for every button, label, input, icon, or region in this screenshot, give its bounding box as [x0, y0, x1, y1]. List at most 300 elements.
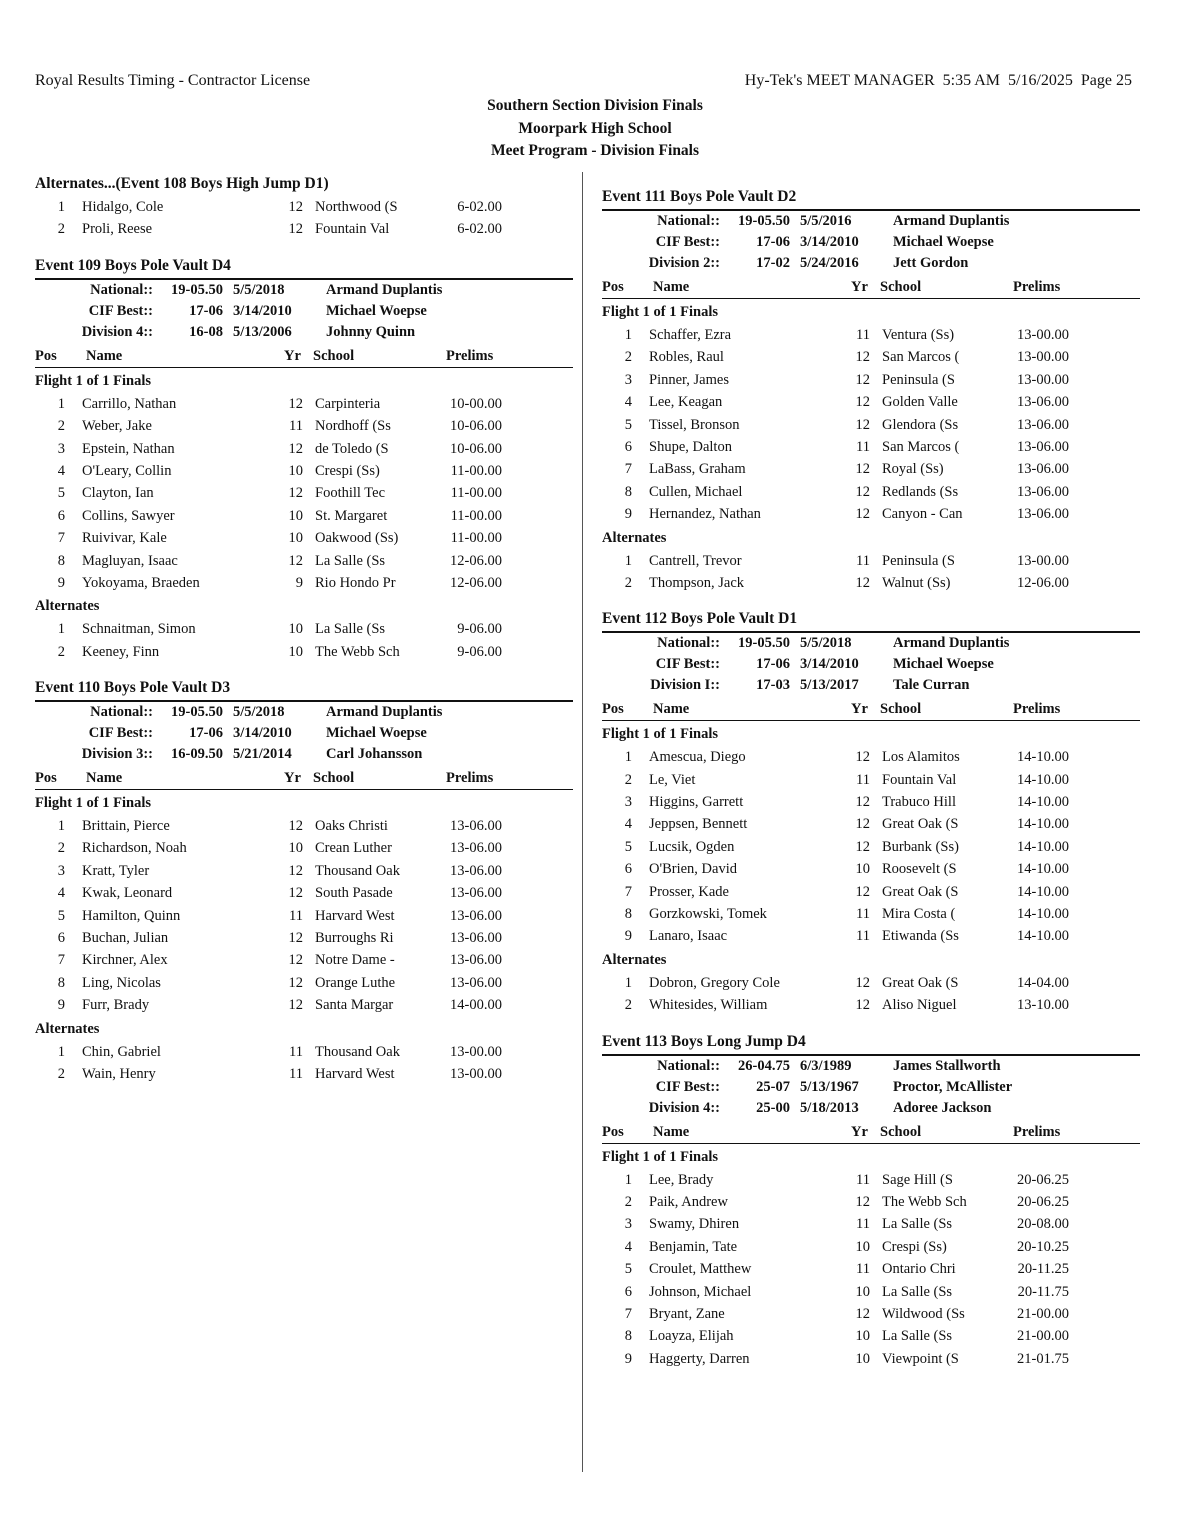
col-prelims-header: Prelims: [1013, 701, 1061, 718]
entry-pos: 6: [624, 1283, 632, 1300]
entry-row: [35, 438, 573, 460]
record-mark: 17-03: [756, 677, 790, 694]
entry-school: Harvard West: [315, 1065, 395, 1082]
entry-yr: 11: [289, 907, 303, 924]
entry-yr: 12: [855, 1305, 870, 1322]
entry-school: Canyon - Can: [882, 506, 963, 523]
record-date: 5/5/2018: [233, 704, 285, 721]
entry-prelims: 20-06.25: [1017, 1171, 1069, 1188]
entry-yr: 11: [856, 552, 870, 569]
entry-yr: 12: [288, 485, 303, 502]
record-mark: 19-05.50: [738, 213, 790, 229]
record-row: [602, 253, 1140, 274]
entry-row: [602, 369, 1140, 391]
entry-school: Great Oak (S: [882, 883, 959, 900]
entry-yr: 10: [855, 1283, 870, 1300]
entry-name: Keeney, Finn: [82, 643, 160, 660]
record-holder: Johnny Quinn: [326, 323, 416, 340]
entry-yr: 12: [855, 394, 870, 411]
entry-name: Brittain, Pierce: [82, 818, 170, 835]
entry-prelims: 13-06.00: [450, 840, 502, 857]
record-mark: 19-05.50: [738, 635, 790, 652]
record-date: 5/24/2016: [800, 255, 859, 271]
entry-name: Tissel, Bronson: [649, 416, 740, 433]
entry-prelims: 10-06.00: [450, 440, 502, 457]
entry-yr: 12: [855, 794, 870, 811]
entry-school: St. Margaret: [315, 507, 388, 524]
entry-row: [602, 858, 1140, 880]
record-row: [602, 1056, 1140, 1077]
entry-school: La Salle (Ss: [315, 552, 386, 569]
entry-row: [602, 769, 1140, 791]
entry-name: Schnaitman, Simon: [82, 621, 196, 638]
entry-row: [602, 972, 1140, 994]
record-holder: Adoree Jackson: [893, 1099, 992, 1116]
record-holder: Michael Woepse: [326, 302, 427, 319]
entry-prelims: 20-06.25: [1017, 1193, 1069, 1210]
entry-name: Haggerty, Darren: [649, 1350, 750, 1367]
entry-prelims: 13-06.00: [450, 974, 502, 991]
entry-school: La Salle (Ss: [882, 1216, 953, 1233]
entry-school: Los Alamitos: [882, 749, 960, 766]
entry-yr: 10: [288, 462, 303, 479]
col-yr-header: Yr: [284, 347, 301, 364]
entry-school: Mira Costa (: [882, 906, 956, 923]
entry-name: Loayza, Elijah: [649, 1328, 734, 1345]
entry-name: Kirchner, Alex: [82, 952, 168, 969]
entry-yr: 12: [855, 461, 870, 478]
entry-yr: 12: [855, 1193, 870, 1210]
entry-prelims: 14-10.00: [1017, 749, 1069, 766]
record-holder: Armand Duplantis: [326, 704, 443, 721]
event-section: [602, 185, 1140, 594]
entry-yr: 12: [855, 997, 870, 1014]
record-date: 5/21/2014: [233, 746, 292, 763]
entry-yr: 12: [288, 440, 303, 457]
entry-school: San Marcos (: [882, 349, 960, 366]
entry-prelims: 21-01.75: [1017, 1350, 1069, 1367]
entry-school: Walnut (Ss): [882, 574, 951, 591]
entry-row: [35, 905, 573, 927]
entry-yr: 12: [855, 574, 870, 591]
entry-prelims: 14-10.00: [1017, 838, 1069, 855]
record-mark: 25-07: [756, 1078, 790, 1095]
entry-yr: 11: [856, 906, 870, 923]
record-list: [602, 1056, 1140, 1119]
entry-prelims: 13-06.00: [1017, 416, 1069, 433]
record-mark: 17-06: [189, 725, 223, 742]
entry-school: Orange Luthe: [315, 974, 396, 991]
col-school-header: School: [880, 1123, 922, 1140]
entry-row: [602, 414, 1140, 436]
entry-pos: 1: [57, 199, 65, 215]
entry-name: Prosser, Kade: [649, 883, 729, 900]
entry-prelims: 13-00.00: [1017, 371, 1069, 388]
entry-school: Oaks Christi: [315, 818, 388, 835]
record-mark: 16-08: [189, 323, 223, 340]
entry-yr: 11: [856, 438, 870, 455]
entry-name: Benjamin, Tate: [649, 1238, 738, 1255]
entry-prelims: 20-08.00: [1017, 1216, 1069, 1233]
entry-school: Wildwood (Ss: [882, 1305, 965, 1322]
entry-row: [602, 1213, 1140, 1235]
entry-row: [35, 860, 573, 882]
entry-prelims: 9-06.00: [457, 621, 502, 638]
event-title: Alternates...(Event 108 Boys High Jump D1): [35, 175, 329, 192]
entry-pos: 3: [624, 794, 632, 811]
left-column: [35, 172, 573, 1085]
entry-pos: 1: [57, 395, 65, 412]
entry-school: Royal (Ss): [882, 461, 944, 478]
entry-school: Peninsula (S: [882, 552, 955, 569]
entry-pos: 7: [624, 1305, 632, 1322]
entry-pos: 5: [57, 485, 65, 502]
col-yr-header: Yr: [851, 701, 868, 718]
record-holder: Proctor, McAllister: [893, 1078, 1013, 1095]
record-label: National::: [657, 635, 720, 652]
entry-pos: 8: [624, 906, 632, 923]
entry-pos: 4: [624, 1238, 632, 1255]
entry-school: Great Oak (S: [882, 816, 959, 833]
entry-pos: 2: [57, 643, 65, 660]
entry-name: Johnson, Michael: [649, 1283, 752, 1300]
entry-name: Le, Viet: [649, 771, 696, 788]
entry-row: [35, 460, 573, 482]
entry-prelims: 14-10.00: [1017, 883, 1069, 900]
entry-name: Schaffer, Ezra: [649, 327, 732, 343]
entry-school: Rio Hondo Pr: [315, 574, 396, 591]
entry-pos: 9: [624, 506, 632, 523]
entry-yr: 12: [288, 974, 303, 991]
entry-school: Peninsula (S: [882, 371, 955, 388]
col-pos-header: Pos: [602, 1123, 624, 1140]
event-title: Event 113 Boys Long Jump D4: [602, 1030, 1140, 1056]
entry-row: [602, 1258, 1140, 1280]
entry-school: La Salle (Ss: [882, 1283, 953, 1300]
entry-school: Crespi (Ss): [882, 1238, 947, 1255]
entry-row: [602, 572, 1140, 594]
entry-row: [602, 746, 1140, 768]
column-header: [602, 698, 1140, 721]
entry-yr: 12: [288, 221, 303, 238]
record-label: CIF Best::: [655, 656, 720, 673]
alternates-label: Alternates: [35, 598, 100, 615]
entry-yr: 10: [855, 861, 870, 878]
record-mark: 17-02: [756, 255, 790, 271]
entry-row: [602, 1236, 1140, 1258]
entry-pos: 2: [624, 349, 632, 366]
entry-row: [35, 927, 573, 949]
entry-name: Lucsik, Ogden: [649, 838, 735, 855]
record-date: 5/13/1967: [800, 1078, 859, 1095]
entry-yr: 12: [288, 997, 303, 1014]
entry-prelims: 14-10.00: [1017, 771, 1069, 788]
entry-pos: 9: [57, 574, 65, 591]
event-section: [602, 1017, 1140, 1371]
entry-row: [35, 972, 573, 994]
entry-name: Carrillo, Nathan: [82, 395, 177, 412]
record-mark: 16-09.50: [171, 746, 223, 763]
entry-pos: 6: [57, 507, 65, 524]
entry-row: [35, 218, 573, 240]
entry-pos: 7: [57, 952, 65, 969]
entry-row: [602, 346, 1140, 368]
entry-pos: 9: [624, 1350, 632, 1367]
col-prelims-header: Prelims: [446, 770, 494, 787]
record-label: Division 4::: [648, 1099, 720, 1116]
entry-row: [602, 550, 1140, 572]
entry-school: Thousand Oak: [315, 862, 400, 879]
entry-school: Fountain Val: [315, 221, 390, 238]
flight-label: Flight 1 of 1 Finals: [602, 304, 719, 320]
entry-school: The Webb Sch: [882, 1193, 967, 1210]
entry-prelims: 11-00.00: [450, 507, 502, 524]
entry-yr: 12: [288, 885, 303, 902]
flight-label: Flight 1 of 1 Finals: [602, 726, 719, 743]
entry-name: Weber, Jake: [82, 418, 152, 435]
entry-prelims: 13-06.00: [450, 907, 502, 924]
entry-prelims: 20-11.25: [1017, 1261, 1069, 1278]
entry-prelims: 13-06.00: [450, 818, 502, 835]
entry-pos: 1: [624, 552, 632, 569]
entry-prelims: 13-06.00: [450, 952, 502, 969]
entry-yr: 12: [288, 395, 303, 412]
entry-prelims: 13-06.00: [1017, 461, 1069, 478]
entry-name: Ling, Nicolas: [82, 974, 161, 991]
entry-prelims: 13-06.00: [450, 885, 502, 902]
record-row: [602, 1077, 1140, 1098]
entry-yr: 12: [855, 974, 870, 991]
event-gap: [35, 663, 573, 676]
entry-yr: 12: [855, 349, 870, 366]
entry-name: Thompson, Jack: [649, 574, 745, 591]
entry-row: [35, 1063, 573, 1085]
entry-name: Yokoyama, Braeden: [82, 574, 200, 591]
entry-name: Swamy, Dhiren: [649, 1216, 740, 1233]
entry-yr: 12: [288, 818, 303, 835]
col-name-header: Name: [86, 770, 123, 787]
flight-label: Flight 1 of 1 Finals: [35, 372, 152, 389]
entry-name: Kwak, Leonard: [82, 885, 173, 902]
col-pos-header: Pos: [602, 279, 624, 295]
entry-prelims: 13-06.00: [1017, 438, 1069, 455]
entry-prelims: 14-04.00: [1017, 974, 1069, 991]
column-divider: [582, 172, 583, 1472]
record-row: [35, 280, 573, 301]
entry-yr: 12: [288, 930, 303, 947]
event-section: [35, 241, 573, 663]
entry-prelims: 13-00.00: [1017, 552, 1069, 569]
entry-name: Paik, Andrew: [649, 1193, 728, 1210]
col-name-header: Name: [653, 701, 690, 718]
entry-school: Glendora (Ss: [882, 416, 959, 433]
entry-school: Northwood (S: [315, 199, 398, 215]
record-holder: Armand Duplantis: [893, 635, 1010, 652]
entry-prelims: 6-02.00: [457, 221, 502, 238]
meet-venue-line: Moorpark High School: [518, 119, 672, 137]
col-name-header: Name: [653, 279, 690, 295]
alternates-label: Alternates: [35, 1020, 100, 1037]
entry-row: [602, 1348, 1140, 1370]
col-prelims-header: Prelims: [446, 347, 494, 364]
entry-row: [35, 618, 573, 640]
entry-yr: 12: [855, 883, 870, 900]
entry-yr: 10: [288, 621, 303, 638]
entry-name: Magluyan, Isaac: [82, 552, 178, 569]
record-row: [602, 675, 1140, 696]
event-title: Event 111 Boys Pole Vault D2: [602, 185, 1140, 211]
record-row: [602, 633, 1140, 654]
event-section: [35, 663, 573, 1085]
entry-prelims: 10-06.00: [450, 418, 502, 435]
entry-school: Sage Hill (S: [882, 1171, 953, 1188]
entry-pos: 6: [624, 861, 632, 878]
record-holder: Jett Gordon: [893, 255, 969, 271]
record-label: National::: [90, 704, 153, 721]
meet-title-block: [0, 95, 1190, 163]
entry-school: Harvard West: [315, 907, 395, 924]
entry-prelims: 9-06.00: [457, 643, 502, 660]
entry-name: Pinner, James: [649, 371, 729, 388]
record-row: [602, 232, 1140, 253]
entry-name: Jeppsen, Bennett: [649, 816, 748, 833]
record-list: [602, 633, 1140, 696]
record-date: 5/13/2006: [233, 323, 292, 340]
entry-yr: 10: [855, 1238, 870, 1255]
entry-pos: 4: [624, 816, 632, 833]
record-date: 3/14/2010: [233, 725, 292, 742]
meet-title-line: Southern Section Division Finals: [487, 97, 703, 114]
entry-name: O'Brien, David: [649, 861, 737, 878]
record-label: National::: [90, 281, 153, 298]
entry-row: [602, 324, 1140, 346]
record-row: [602, 1098, 1140, 1119]
record-row: [35, 322, 573, 343]
entry-pos: 5: [624, 1261, 632, 1278]
entry-yr: 11: [289, 1065, 303, 1082]
record-mark: 17-06: [189, 302, 223, 319]
entry-school: Redlands (Ss: [882, 483, 959, 500]
entry-row: [35, 527, 573, 549]
col-school-header: School: [880, 701, 922, 718]
record-label: Division 2::: [648, 255, 720, 271]
entry-row: [602, 1169, 1140, 1191]
entry-pos: 3: [624, 1216, 632, 1233]
record-label: CIF Best::: [655, 234, 720, 250]
entry-prelims: 11-00.00: [450, 462, 502, 479]
entry-pos: 8: [57, 974, 65, 991]
entry-name: O'Leary, Collin: [82, 462, 172, 479]
entry-pos: 1: [624, 327, 632, 343]
entry-pos: 5: [624, 838, 632, 855]
entry-name: Amescua, Diego: [649, 749, 746, 766]
record-row: [602, 211, 1140, 232]
entry-name: Cantrell, Trevor: [649, 552, 742, 569]
entry-pos: 7: [624, 883, 632, 900]
entry-row: [35, 837, 573, 859]
entry-pos: 3: [57, 862, 65, 879]
entry-name: Buchan, Julian: [82, 930, 169, 947]
entry-pos: 4: [624, 394, 632, 411]
col-pos-header: Pos: [602, 701, 624, 718]
record-holder: Michael Woepse: [893, 656, 994, 673]
col-pos-header: Pos: [35, 347, 57, 364]
entry-name: Collins, Sawyer: [82, 507, 175, 524]
alternates-label: Alternates: [602, 529, 667, 546]
entry-name: Dobron, Gregory Cole: [649, 974, 780, 991]
record-row: [35, 301, 573, 322]
record-holder: Armand Duplantis: [326, 281, 443, 298]
entry-school: Crean Luther: [315, 840, 392, 857]
entry-pos: 1: [624, 749, 632, 766]
entry-prelims: 12-06.00: [450, 574, 502, 591]
entry-prelims: 14-10.00: [1017, 906, 1069, 923]
entry-yr: 10: [288, 507, 303, 524]
entry-yr: 12: [288, 952, 303, 969]
entry-name: Robles, Raul: [649, 349, 724, 366]
entry-pos: 6: [624, 438, 632, 455]
entry-name: Lee, Brady: [649, 1171, 714, 1188]
entry-school: Great Oak (S: [882, 974, 959, 991]
entry-row: [602, 1191, 1140, 1213]
entry-yr: 12: [855, 416, 870, 433]
entry-row: [602, 481, 1140, 503]
record-mark: 19-05.50: [171, 281, 223, 298]
entry-yr: 10: [288, 840, 303, 857]
entry-row: [602, 881, 1140, 903]
entry-name: Higgins, Garrett: [649, 794, 744, 811]
entry-prelims: 14-00.00: [450, 997, 502, 1014]
entry-row: [35, 949, 573, 971]
event-section: [602, 594, 1140, 1016]
record-holder: Armand Duplantis: [893, 213, 1010, 229]
alternates-label: Alternates: [602, 951, 667, 968]
entry-row: [602, 1325, 1140, 1347]
entry-name: Clayton, Ian: [82, 485, 154, 502]
event-gap: [35, 241, 573, 254]
record-list: [602, 211, 1140, 274]
meet-program-line: Meet Program - Division Finals: [490, 142, 700, 159]
entry-yr: 9: [295, 574, 303, 591]
entry-school: de Toledo (S: [315, 440, 389, 457]
record-mark: 17-06: [756, 656, 790, 673]
entry-yr: 12: [855, 816, 870, 833]
entry-school: Fountain Val: [882, 771, 957, 788]
entry-name: LaBass, Graham: [649, 461, 746, 478]
record-date: 6/3/1989: [800, 1057, 852, 1074]
col-yr-header: Yr: [851, 1123, 868, 1140]
entry-prelims: 11-00.00: [450, 530, 502, 547]
record-mark: 25-00: [756, 1099, 790, 1116]
entry-row: [602, 436, 1140, 458]
entry-pos: 2: [57, 840, 65, 857]
entry-school: Santa Margar: [315, 997, 394, 1014]
col-name-header: Name: [653, 1123, 690, 1140]
event-title: Event 109 Boys Pole Vault D4: [35, 254, 573, 280]
entry-pos: 8: [624, 1328, 632, 1345]
entry-row: [602, 391, 1140, 413]
entry-yr: 11: [289, 1043, 303, 1060]
entry-yr: 11: [289, 418, 303, 435]
col-pos-header: Pos: [35, 770, 57, 787]
record-mark: 26-04.75: [738, 1057, 790, 1074]
entry-school: Foothill Tec: [315, 485, 386, 502]
right-column: [602, 185, 1140, 1370]
entry-school: Golden Valle: [882, 394, 958, 411]
entry-school: Ontario Chri: [882, 1261, 956, 1278]
entry-row: [35, 505, 573, 527]
column-header: [602, 1121, 1140, 1144]
